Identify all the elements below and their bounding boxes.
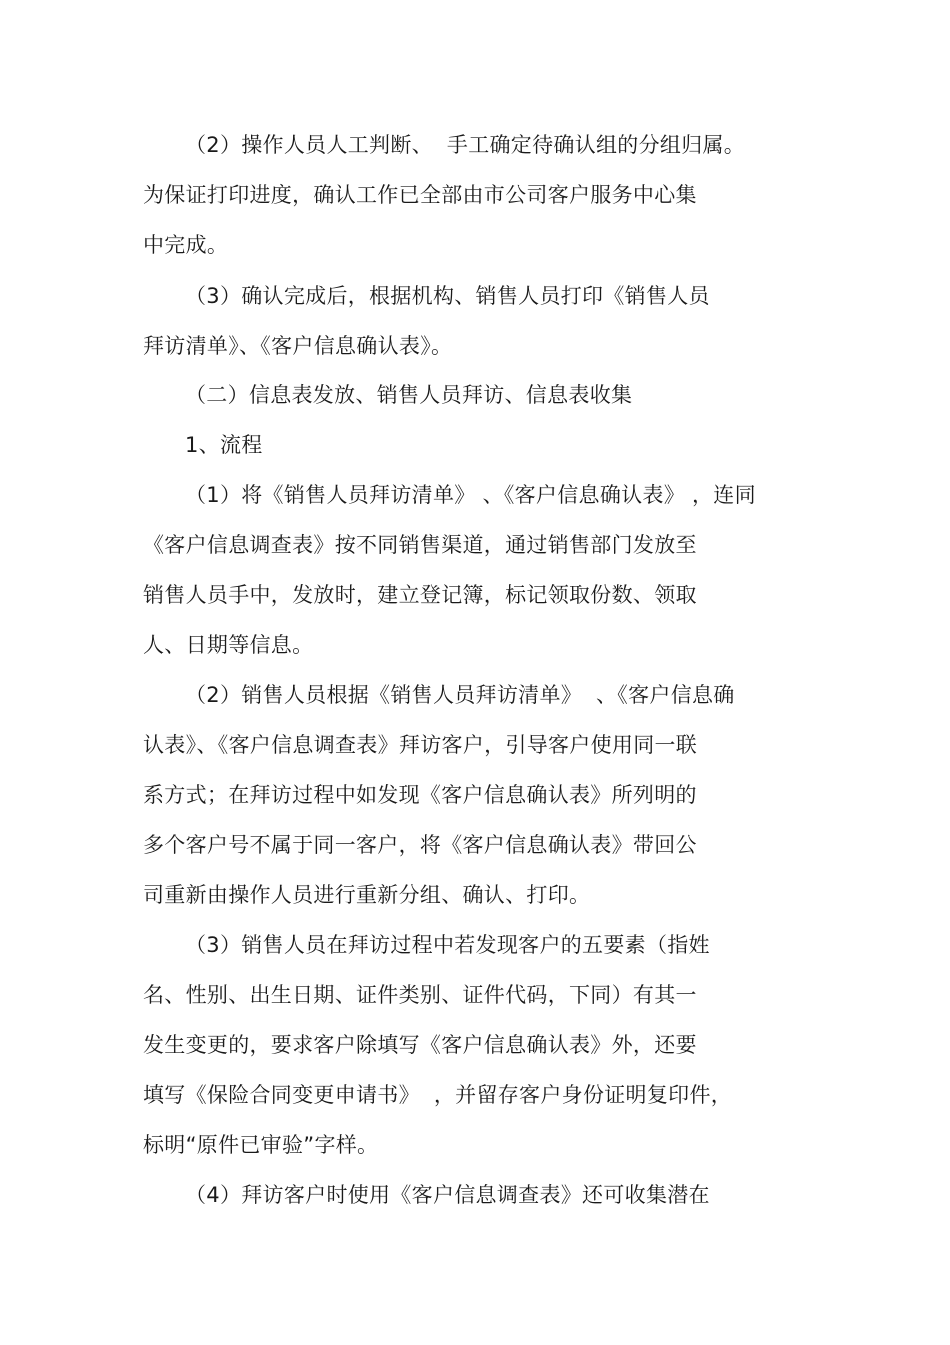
paragraph-line: 系方式；在拜访过程中如发现《客户信息确认表》所列明的 xyxy=(143,783,697,807)
paragraph-line: 中完成。 xyxy=(143,233,229,257)
paragraph-line: 认表》、《客户信息调查表》拜访客户，引导客户使用同一联 xyxy=(143,733,698,757)
paragraph-line: 拜访清单》、《客户信息确认表》。 xyxy=(143,334,453,358)
paragraph-line: 《客户信息调查表》按不同销售渠道，通过销售部门发放至 xyxy=(143,533,697,557)
paragraph-line: 填写《保险合同变更申请书》 ，并留存客户身份证明复印件， xyxy=(143,1083,733,1107)
paragraph-line: （4）拜访客户时使用《客户信息调查表》还可收集潜在 xyxy=(185,1183,710,1207)
paragraph-line: （1）将《销售人员拜访清单》 、《客户信息确认表》 ，连同 xyxy=(185,483,756,507)
section-heading: （二）信息表发放、销售人员拜访、信息表收集 xyxy=(185,383,633,407)
paragraph-line: 为保证打印进度，确认工作已全部由市公司客户服务中心集 xyxy=(143,183,697,207)
paragraph-line: （3）销售人员在拜访过程中若发现客户的五要素（指姓 xyxy=(185,933,710,957)
paragraph-line: （3）确认完成后，根据机构、销售人员打印《销售人员 xyxy=(185,284,710,308)
paragraph-line: （2）操作人员人工判断、 手工确定待确认组的分组归属。 xyxy=(185,133,746,157)
paragraph-line: 司重新由操作人员进行重新分组、确认、打印。 xyxy=(143,883,591,907)
paragraph-line: 多个客户号不属于同一客户，将《客户信息确认表》带回公 xyxy=(143,833,697,857)
paragraph-line: 发生变更的，要求客户除填写《客户信息确认表》外，还要 xyxy=(143,1033,697,1057)
subsection-heading: 1、流程 xyxy=(185,433,263,457)
paragraph-line: 销售人员手中，发放时，建立登记簿，标记领取份数、领取 xyxy=(143,583,697,607)
paragraph-line: 名、性别、出生日期、证件类别、证件代码，下同）有其一 xyxy=(143,983,697,1007)
paragraph-line: 人、日期等信息。 xyxy=(143,633,314,657)
paragraph-line: （2）销售人员根据《销售人员拜访清单》 、《客户信息确 xyxy=(185,683,735,707)
paragraph-line: 标明“原件已审验”字样。 xyxy=(143,1133,379,1157)
